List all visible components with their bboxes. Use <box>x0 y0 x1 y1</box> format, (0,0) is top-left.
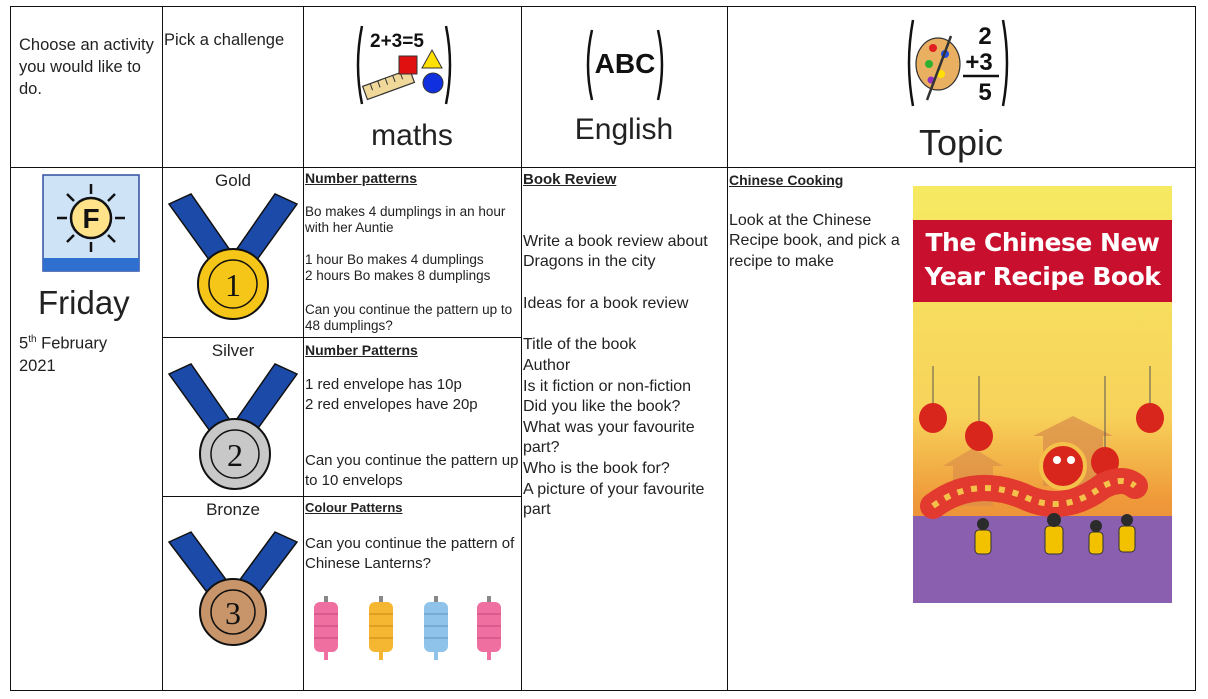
grid-line <box>10 6 11 691</box>
topic-task <box>729 170 907 272</box>
date-day: 5 <box>19 334 29 353</box>
bronze-task-title: Colour Patterns <box>305 500 403 515</box>
lantern-icon <box>369 596 393 660</box>
book-title: The Chinese New Year Recipe Book <box>924 228 1161 291</box>
abc-text: ABC <box>594 48 656 79</box>
silver-task-p1: 1 red envelope has 10p 2 red envelopes have 20p <box>305 376 478 413</box>
recipe-book-cover <box>913 186 1172 603</box>
english-task-title: Book Review <box>523 171 617 188</box>
bronze-task <box>305 498 521 574</box>
topic-header: Topic <box>918 122 1004 163</box>
gold-task-p2: 1 hour Bo makes 4 dumplings 2 hours Bo makes 8 dumplings <box>305 252 491 283</box>
gold-task-p3: Can you continue the pattern up to 48 dumplings? <box>305 302 513 333</box>
bronze-label: Bronze <box>206 500 260 519</box>
maths-symbol-icon <box>352 18 456 112</box>
gold-label: Gold <box>215 171 251 190</box>
bronze-number: 3 <box>225 595 241 631</box>
grid-line <box>10 6 1196 7</box>
lantern-pattern <box>310 594 510 668</box>
dragon-head-icon <box>1041 444 1085 488</box>
english-header: English <box>574 113 674 146</box>
silver-task <box>305 340 519 491</box>
gold-number: 1 <box>225 267 241 303</box>
palette-icon <box>916 38 960 90</box>
lantern-icon <box>314 596 338 660</box>
topic-task-p1: Look at the Chinese Recipe book, and pick a recipe to make <box>729 211 900 270</box>
grid-line <box>303 6 304 691</box>
topic-num-a: 2 <box>978 23 992 50</box>
grid-line <box>727 6 728 691</box>
silver-label: Silver <box>211 341 255 360</box>
english-task-p2: Ideas for a book review <box>523 294 689 312</box>
english-task-p1: Write a book review about Dragons in the city <box>523 232 708 271</box>
lantern-icon <box>477 596 501 660</box>
pick-challenge-text: Pick a challenge <box>164 31 285 49</box>
friday-sun-icon <box>42 174 140 272</box>
day-name: Friday <box>38 284 130 321</box>
choose-activity-text: Choose an activity you would like to do. <box>19 36 154 98</box>
date-year: 2021 <box>19 356 56 375</box>
silver-task-p2: Can you continue the pattern up to 10 envelops <box>305 452 519 489</box>
gold-task-p1: Bo makes 4 dumplings in an hour with her Auntie <box>305 204 506 235</box>
grid-line <box>10 167 1196 168</box>
topic-task-title: Chinese Cooking <box>729 172 844 188</box>
gold-task-title: Number patterns <box>305 170 418 186</box>
english-task <box>523 170 725 521</box>
silver-medal-icon <box>165 360 301 490</box>
topic-symbol-icon <box>905 14 1011 112</box>
grid-line <box>1195 6 1196 691</box>
grid-line <box>521 6 522 691</box>
english-symbol-icon <box>582 26 668 104</box>
lantern-icon <box>424 596 448 660</box>
silver-number: 2 <box>227 437 243 473</box>
topic-num-b: +3 <box>965 49 993 76</box>
maths-header: maths <box>371 119 453 152</box>
date-suffix: th <box>28 334 37 345</box>
topic-num-c: 5 <box>978 79 992 106</box>
bronze-task-p1: Can you continue the pattern of Chinese Lanterns? <box>305 535 515 572</box>
bronze-medal-icon <box>165 528 301 648</box>
date-month: February <box>36 334 108 353</box>
day-letter: F <box>82 203 100 234</box>
gold-task <box>305 170 519 334</box>
grid-line <box>10 690 1196 691</box>
maths-sum-text: 2+3=5 <box>370 31 424 52</box>
date-text <box>19 329 159 377</box>
silver-task-title: Number Patterns <box>305 342 418 358</box>
grid-line <box>162 496 521 497</box>
english-task-p3: Title of the book Author Is it fiction or non-fiction Did you like the book? What was your favourite part? Who is the book for? A picture of your favourite part <box>523 336 705 519</box>
grid-line <box>162 337 521 338</box>
gold-medal-icon <box>165 190 301 320</box>
